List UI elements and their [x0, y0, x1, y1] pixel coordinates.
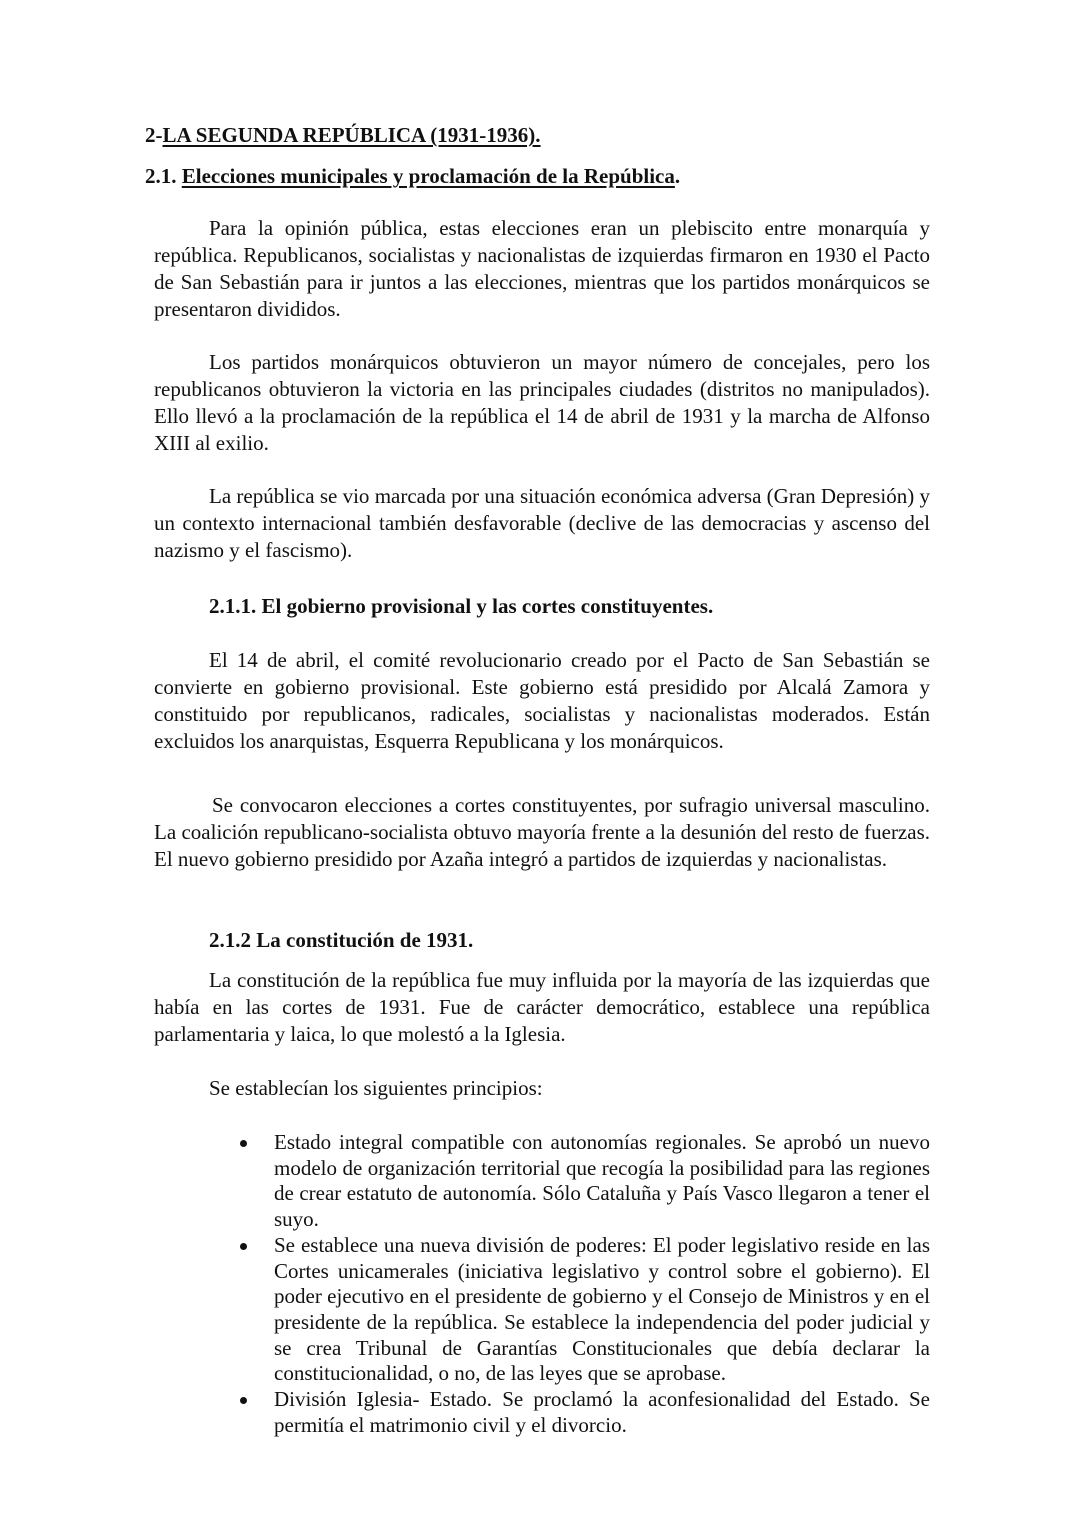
bullet-dot-icon [240, 1397, 247, 1404]
section-number: 2.1. [145, 164, 182, 188]
section-heading-text: Elecciones municipales y proclamación de la República [181, 164, 675, 188]
bullet-dot-icon [240, 1243, 247, 1250]
title-prefix: 2- [145, 123, 163, 147]
list-item-text: Se establece una nueva división de poderes: El poder legislativo reside en las Cortes unicamerales (iniciativa legislativo y control sobre el gobierno). El poder ejecutivo en el presidente de gobierno y el Consejo de Ministros y en el presidente de la república. Se establece la independencia del poder judicial y se crea Tribunal de Garantías Constitucionales que debía declarar la constitucionalidad, o no, de las leyes que se aprobase. [274, 1232, 930, 1386]
list-item [236, 1387, 930, 1438]
bullet-dot-icon [240, 1140, 247, 1147]
section-2-1-1-heading: 2.1.1. El gobierno provisional y las cortes constituyentes. [209, 594, 714, 618]
title-text: LA SEGUNDA REPÚBLICA (1931-1936). [162, 123, 541, 147]
list-item [236, 1233, 930, 1387]
paragraph: El 14 de abril, el comité revolucionario creado por el Pacto de San Sebastián se convierte en gobierno provisional. Este gobierno está presidido por Alcalá Zamora y constituido por republicanos, radicales, socialistas y nacionalistas moderados. Están excluidos los anarquistas, Esquerra Republicana y los monárquicos. [154, 648, 930, 753]
list-item-text: Estado integral compatible con autonomías regionales. Se aprobó un nuevo modelo de organización territorial que recogía la posibilidad para las regiones de crear estatuto de autonomía. Sólo Cataluña y País Vasco llegaron a tener el suyo. [274, 1130, 930, 1232]
paragraph: Se establecían los siguientes principios: [209, 1076, 543, 1100]
section-2-1-heading [145, 163, 680, 189]
paragraph: La constitución de la república fue muy influida por la mayoría de las izquierdas que había en las cortes de 1931. Fue de carácter democrático, establece una república parlamentaria y laica, lo que molestó a la Iglesia. [154, 968, 930, 1046]
list-item-text: División Iglesia- Estado. Se proclamó la aconfesionalidad del Estado. Se permitía el matrimonio civil y el divorcio. [274, 1387, 930, 1437]
paragraph: Los partidos monárquicos obtuvieron un mayor número de concejales, pero los republicanos obtuvieron la victoria en las principales ciudades (distritos no manipulados). Ello llevó a la proclamación de la república el 14 de abril de 1931 y la marcha de Alfonso XIII al exilio. [154, 350, 930, 455]
list-item [236, 1130, 930, 1233]
principles-list [236, 1130, 930, 1438]
section-2-1-2-heading: 2.1.2 La constitución de 1931. [209, 928, 474, 952]
section-heading-suffix: . [674, 164, 681, 188]
paragraph: Se convocaron elecciones a cortes constituyentes, por sufragio universal masculino. La coalición republicano-socialista obtuvo mayoría frente a la desunión del resto de fuerzas. El nuevo gobierno presidido por Azaña integró a partidos de izquierdas y nacionalistas. [154, 793, 930, 871]
document-title [145, 122, 541, 148]
paragraph: Para la opinión pública, estas elecciones eran un plebiscito entre monarquía y república. Republicanos, socialistas y nacionalistas de izquierdas firmaron en 1930 el Pacto de San Sebastián para ir juntos a las elecciones, mientras que los partidos monárquicos se presentaron divididos. [154, 216, 930, 321]
paragraph: La república se vio marcada por una situación económica adversa (Gran Depresión) y un contexto internacional también desfavorable (declive de las democracias y ascenso del nazismo y el fascismo). [154, 484, 930, 562]
